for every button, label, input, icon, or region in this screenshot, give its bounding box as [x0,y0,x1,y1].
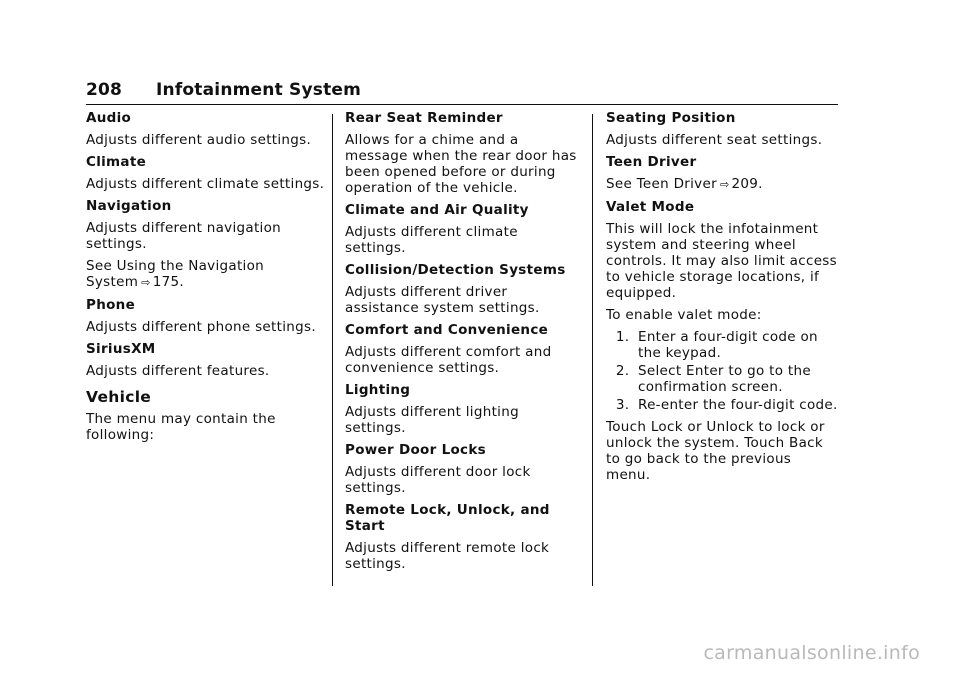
column-divider-2 [592,114,593,586]
page-number: 208 [86,80,123,100]
section-title: Infotainment System [156,80,362,100]
column-2 [345,110,577,578]
page-reference-arrow-icon: ⇨ [141,276,151,289]
teen-driver-heading: Teen Driver [606,154,697,170]
comfort-convenience-heading: Comfort and Convenience [345,322,549,338]
lighting-heading: Lighting [345,382,411,398]
teen-driver-cross-reference[interactable] [606,176,838,193]
page-header [86,80,838,105]
teen-driver-ref-page: 209. [731,176,763,192]
power-door-locks-text: Adjusts different door lock settings. [345,464,531,496]
column-1 [86,110,326,449]
column-3 [606,110,838,489]
watermark: carmanualsonline.info [703,642,920,664]
vehicle-text: The menu may contain the following: [86,411,276,443]
lighting-text: Adjusts different lighting settings. [345,404,519,436]
collision-detection-text: Adjusts different driver assistance system settings. [345,284,540,316]
list-item: 1. Enter a four-digit code on the keypad. [634,329,838,361]
rear-seat-reminder-heading: Rear Seat Reminder [345,110,503,126]
valet-mode-outro: Touch Lock or Unlock to lock or unlock the system. Touch Back to go back to the previous menu. [606,419,825,483]
page-reference-arrow-icon: ⇨ [719,178,730,191]
valet-mode-intro: To enable valet mode: [606,307,762,323]
teen-driver-ref-text: See Teen Driver [606,176,717,192]
audio-heading: Audio [86,110,132,126]
climate-heading: Climate [86,154,147,170]
climate-text: Adjusts different climate settings. [86,176,325,192]
collision-detection-heading: Collision/Detection Systems [345,262,566,278]
phone-heading: Phone [86,297,136,313]
siriusxm-heading: SiriusXM [86,341,156,357]
comfort-convenience-text: Adjusts different comfort and convenience settings. [345,344,552,376]
seating-position-heading: Seating Position [606,110,736,126]
phone-text: Adjusts different phone settings. [86,319,316,335]
climate-air-quality-heading: Climate and Air Quality [345,202,529,218]
valet-mode-heading: Valet Mode [606,199,695,215]
navigation-text: Adjusts different navigation settings. [86,220,282,252]
navigation-ref-page: 175. [152,274,184,290]
column-divider-1 [332,114,333,586]
valet-mode-text: This will lock the infotainment system and steering wheel controls. It may also limit access to vehicle storage locations, if equipped. [606,221,837,301]
power-door-locks-heading: Power Door Locks [345,442,486,458]
navigation-ref-text: See Using the Navigation System [86,258,265,290]
valet-steps-list [606,329,838,413]
rear-seat-reminder-text: Allows for a chime and a message when the rear door has been opened before or during operation of the vehicle. [345,132,577,196]
list-item: 3. Re-enter the four-digit code. [634,397,838,413]
navigation-cross-reference[interactable] [86,258,326,291]
navigation-heading: Navigation [86,198,172,214]
remote-lock-heading: Remote Lock, Unlock, and Start [345,502,550,534]
audio-text: Adjusts different audio settings. [86,132,312,148]
remote-lock-text: Adjusts different remote lock settings. [345,540,550,572]
list-item: 2. Select Enter to go to the confirmation screen. [634,363,838,395]
seating-position-text: Adjusts different seat settings. [606,132,823,148]
vehicle-heading: Vehicle [86,388,152,406]
climate-air-quality-text: Adjusts different climate settings. [345,224,518,256]
siriusxm-text: Adjusts different features. [86,363,270,379]
